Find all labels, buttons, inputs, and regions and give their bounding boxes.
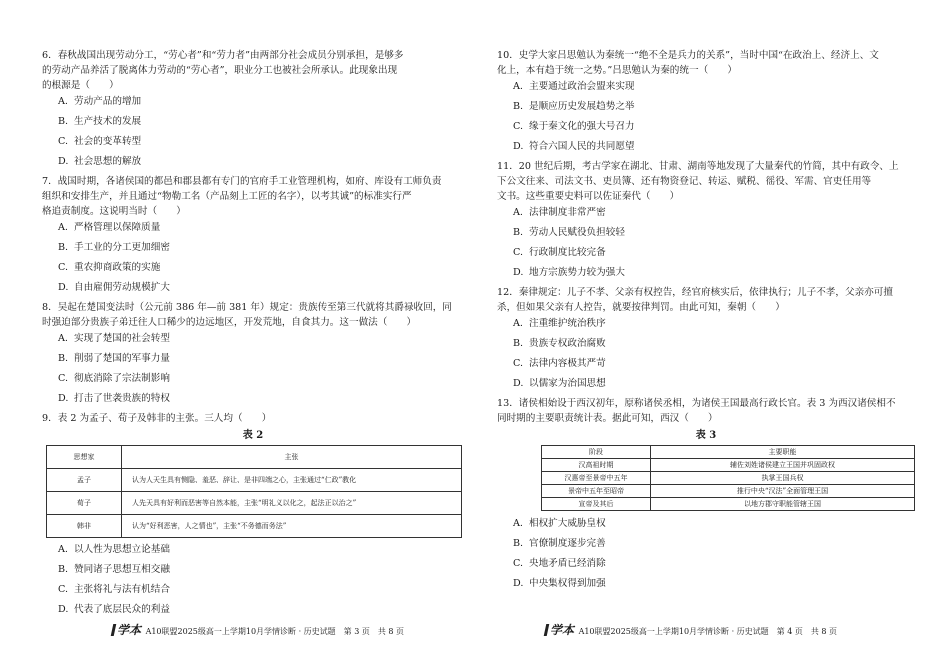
right-column [497, 48, 915, 596]
option-c[interactable]: C. 央地矛盾已经消除 [513, 558, 606, 569]
table-row [542, 459, 915, 472]
option-b[interactable]: B. 生产技术的发展 [58, 116, 142, 127]
option-b[interactable]: B. 贵族专权政治腐败 [513, 338, 606, 349]
table-cell: 认为“好利恶害，人之情也”，主张“不务德而务法” [122, 515, 462, 538]
option-b[interactable]: B. 劳动人民赋役负担较轻 [513, 227, 625, 238]
option-b[interactable]: B. 赞同诸子思想互相交融 [58, 564, 170, 575]
option-a[interactable]: A. 实现了楚国的社会转型 [58, 333, 170, 344]
option-b[interactable]: B. 官僚制度逐步完善 [513, 538, 606, 549]
table-row [47, 515, 462, 538]
question-stem [497, 48, 915, 78]
option-a[interactable]: A. 注重维护统治秩序 [513, 318, 606, 329]
table-2 [46, 445, 462, 538]
publisher-logo: 学本 [545, 623, 574, 637]
option-c[interactable]: C. 重农抑商政策的实施 [58, 262, 161, 273]
table-caption: 表 3 [695, 430, 717, 441]
stem-line: 化上，本有趋于统一之势。”吕思勉认为秦的统一（ ） [497, 65, 737, 76]
option-d[interactable]: D. 以儒家为治国思想 [513, 378, 606, 389]
question-stem [497, 285, 915, 315]
option-d[interactable]: D. 符合六国人民的共同愿望 [513, 141, 635, 152]
option-d[interactable]: D. 代表了底层民众的利益 [58, 604, 170, 615]
question-8 [42, 300, 464, 406]
table-cell: 辅佐刘姓诸侯建立王国并巩固政权 [651, 459, 915, 472]
stem-line: 的根源是（ ） [42, 80, 119, 91]
stem-line: 11．20 世纪后期，考古学家在湖北、甘肃、湖南等地发现了大量秦代的竹简，其中有政令、上 [497, 161, 899, 172]
question-6 [42, 48, 464, 169]
page-footer-left [112, 624, 404, 638]
table-header: 主要职能 [651, 446, 915, 459]
table-caption: 表 2 [242, 430, 264, 441]
footer-text: A10联盟2025级高一上学期10月学情诊断 · 历史试题 第 3 页 共 8 页 [145, 627, 405, 636]
stem-line: 6．春秋战国出现劳动分工，“劳心者”和“劳力者”由两部分社会成员分别承担，是够多 [42, 50, 404, 61]
publisher-logo: 学本 [112, 623, 141, 637]
table-cell: 执掌王国兵权 [651, 472, 915, 485]
question-7 [42, 174, 464, 295]
option-d[interactable]: D. 中央集权得到加强 [513, 578, 606, 589]
option-c[interactable]: C. 法律内容极其严苛 [513, 358, 606, 369]
stem-line: 文书。这些重要史料可以佐证秦代（ ） [497, 191, 680, 202]
stem-line: 的劳动产品养活了脱离体力劳动的“劳心者”，职业分工也被社会所承认。此现象出现 [42, 65, 398, 76]
option-d[interactable]: D. 社会思想的解放 [58, 156, 142, 167]
table-cell: 韩非 [47, 515, 122, 538]
table-row [47, 469, 462, 492]
option-c[interactable]: C. 社会的变革转型 [58, 136, 142, 147]
stem-line: 同时期的主要职责统计表。据此可知，西汉（ ） [497, 413, 718, 424]
table-cell: 汉惠帝至景帝中五年 [542, 472, 651, 485]
question-stem [42, 411, 464, 426]
option-a[interactable]: A. 劳动产品的增加 [58, 96, 142, 107]
option-a[interactable]: A. 相权扩大威胁皇权 [513, 518, 606, 529]
question-stem [42, 48, 464, 93]
option-c[interactable]: C. 缘于秦文化的强大号召力 [513, 121, 635, 132]
option-c[interactable]: C. 行政制度比较完备 [513, 247, 606, 258]
option-d[interactable]: D. 自由雇佣劳动规模扩大 [58, 282, 170, 293]
option-b[interactable]: B. 削弱了楚国的军事力量 [58, 353, 170, 364]
option-a[interactable]: A. 以人性为思想立论基础 [58, 544, 170, 555]
table-cell: 以地方郡守职能管辖王国 [651, 498, 915, 511]
table-3 [541, 445, 915, 511]
question-13 [497, 396, 915, 591]
stem-line: 7．战国时期，各诸侯国的都邑和郡县都有专门的官府手工业管理机构，如府、库设有工师负责 [42, 176, 442, 187]
option-a[interactable]: A. 法律制度非常严密 [513, 207, 606, 218]
table-header: 主张 [122, 446, 462, 469]
stem-line: 杀，但如果父亲有人控告，就要按律判罚。由此可知，秦朝（ ） [497, 302, 785, 313]
table-cell: 认为人天生具有恻隐、羞恶、辞让、是非四端之心，主张通过“仁政”教化 [122, 469, 462, 492]
question-stem [42, 300, 464, 330]
table-cell: 景帝中五年至昭帝 [542, 485, 651, 498]
stem-line: 8．吴起在楚国变法时（公元前 386 年—前 381 年）规定：贵族传至第三代就将其爵禄收回，同 [42, 302, 452, 313]
question-12 [497, 285, 915, 391]
table-header: 思想家 [47, 446, 122, 469]
question-9 [42, 411, 464, 617]
stem-line: 时强迫部分贵族子弟迁往人口稀少的边远地区，开发荒地，自食其力。这一做法（ ） [42, 317, 417, 328]
option-c[interactable]: C. 彻底消除了宗法制影响 [58, 373, 170, 384]
table-header: 阶段 [542, 446, 651, 459]
stem-line: 13．诸侯相始设于西汉初年，原称诸侯丞相，为诸侯王国最高行政长官。表 3 为西汉诸侯相不 [497, 398, 896, 409]
table-row [542, 485, 915, 498]
table-row [542, 472, 915, 485]
left-column [42, 48, 464, 622]
question-10 [497, 48, 915, 154]
option-d[interactable]: D. 地方宗族势力较为强大 [513, 267, 625, 278]
question-11 [497, 159, 915, 280]
table-header-row [542, 446, 915, 459]
table-cell: 孟子 [47, 469, 122, 492]
table-row [542, 498, 915, 511]
question-stem [42, 174, 464, 219]
stem-line: 12．秦律规定：儿子不孝、父亲有权控告，经官府核实后，依律执行；儿子不孝，父亲亦可擅 [497, 287, 893, 298]
table-cell: 人先天具有好利而恶害等自然本能，主张“明礼义以化之，起法正以治之” [122, 492, 462, 515]
table-cell: 推行中央“汉法”全面管理王国 [651, 485, 915, 498]
table-cell: 荀子 [47, 492, 122, 515]
table-header-row [47, 446, 462, 469]
option-a[interactable]: A. 主要通过政治会盟来实现 [513, 81, 635, 92]
stem-line: 格追责制度。这说明当时（ ） [42, 206, 186, 217]
stem-line: 下公文往来、司法文书、吏员簿、还有物资登记、转运、赋税、徭役、军需、官吏任用等 [497, 176, 872, 187]
stem-line: 9．表 2 为孟子、荀子及韩非的主张。三人均（ ） [42, 413, 272, 424]
stem-line: 组织和安排生产，并且通过“物勒工名（产品刻上工匠的名字），以考其诚”的标准实行严 [42, 191, 412, 202]
table-cell: 宣帝及其后 [542, 498, 651, 511]
question-stem [497, 396, 915, 426]
page-footer-right [545, 624, 837, 638]
option-a[interactable]: A. 严格管理以保障质量 [58, 222, 161, 233]
option-b[interactable]: B. 是顺应历史发展趋势之举 [513, 101, 635, 112]
stem-line: 10．史学大家吕思勉认为秦统一“绝不全是兵力的关系”，当时中国“在政治上、经济上、文 [497, 50, 879, 61]
option-d[interactable]: D. 打击了世袭贵族的特权 [58, 393, 170, 404]
question-stem [497, 159, 915, 204]
table-row [47, 492, 462, 515]
footer-text: A10联盟2025级高一上学期10月学情诊断 · 历史试题 第 4 页 共 8 页 [578, 627, 838, 636]
option-b[interactable]: B. 手工业的分工更加细密 [58, 242, 170, 253]
option-c[interactable]: C. 主张将礼与法有机结合 [58, 584, 170, 595]
table-cell: 汉高祖时期 [542, 459, 651, 472]
